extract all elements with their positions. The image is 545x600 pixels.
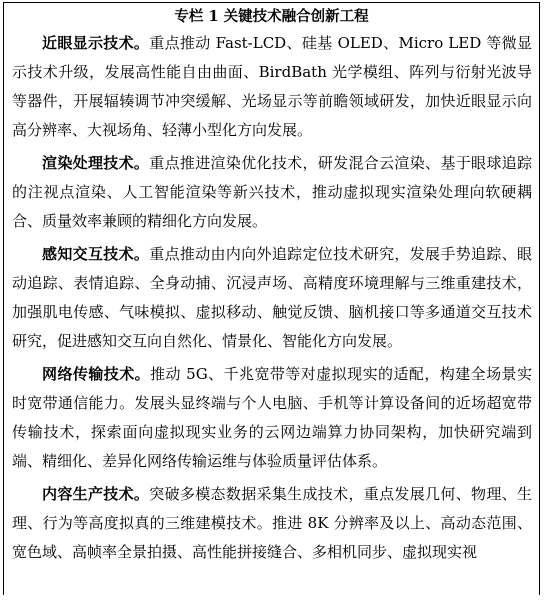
section-body: 推动 5G、千兆宽带等对虚拟现实的适配，构建全场景实时宽带通信能力。发展头显终端与个人电脑、手机等计算设备间的近场超宽带传输技术，探索面向虚拟现实业务的云网边端算力协同架构，加快研究端到端、精细化、差异化网络传输运维与体验质量评估体系。 — [12, 365, 532, 470]
column-box — [3, 2, 540, 595]
section-network-transmission — [4, 360, 539, 476]
section-content-production — [4, 480, 539, 567]
section-heading: 感知交互技术。 — [42, 245, 150, 263]
section-body: 重点推进渲染优化技术，研发混合云渲染、基于眼球追踪的注视点渲染、人工智能渲染等新兴技术，推动虚拟现实渲染处理向软硬耦合、质量效率兼顾的精细化方向发展。 — [12, 154, 532, 230]
section-heading: 渲染处理技术。 — [42, 154, 150, 172]
section-body: 突破多模态数据采集生成技术，重点发展几何、物理、生理、行为等高度拟真的三维建模技术。推进 8K 分辨率及以上、高动态范围、宽色域、高帧率全景拍摄、高性能拼接缝合、多相机同步、虚拟现实视 — [12, 485, 532, 561]
section-near-eye-display — [4, 29, 539, 145]
section-body: 重点推动由内向外追踪定位技术研究，发展手势追踪、眼动追踪、表情追踪、全身动捕、沉浸声场、高精度环境理解与三维重建技术，加强肌电传感、气味模拟、虚拟移动、触觉反馈、脑机接口等多通道交互技术研究，促进感知交互向自然化、情景化、智能化方向发展。 — [12, 245, 532, 350]
section-heading: 网络传输技术。 — [42, 365, 151, 383]
section-heading: 近眼显示技术。 — [42, 34, 150, 52]
section-body: 重点推动 Fast-LCD、硅基 OLED、Micro LED 等微显示技术升级，发展高性能自由曲面、BirdBath 光学模组、阵列与衍射光波导等器件，开展辐辏调节冲突缓解、光场显示等前瞻领域研发，加快近眼显示向高分辨率、大视场角、轻薄小型化方向发展。 — [12, 34, 532, 139]
column-title: 专栏 1 关键技术融合创新工程 — [174, 8, 369, 25]
section-perception-interaction — [4, 240, 539, 356]
section-rendering — [4, 149, 539, 236]
section-heading: 内容生产技术。 — [42, 485, 150, 503]
